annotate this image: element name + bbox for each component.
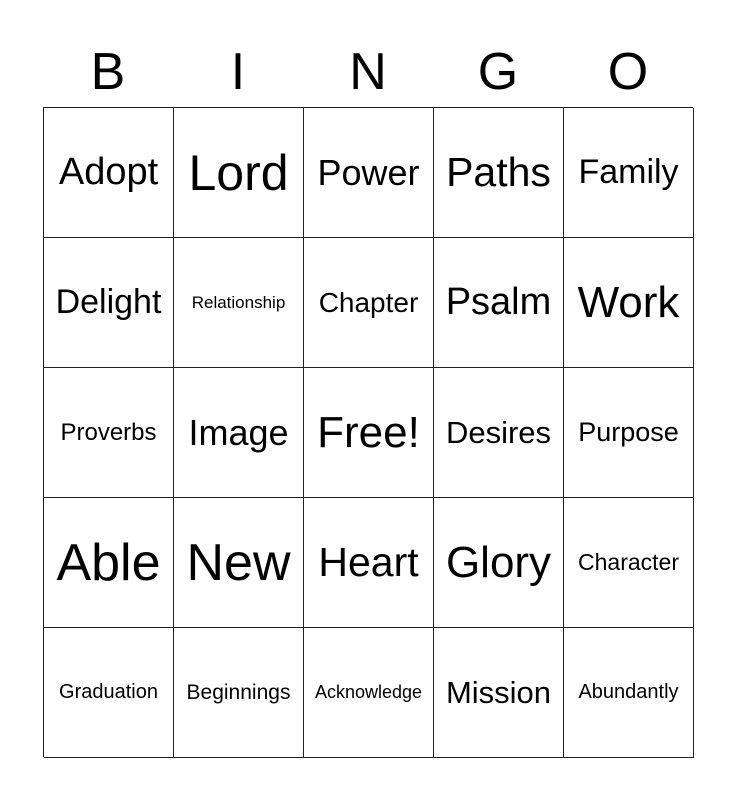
header-letter-i: I — [230, 43, 246, 101]
bingo-cell[interactable]: Power — [304, 108, 434, 238]
bingo-cell[interactable]: Able — [44, 498, 174, 628]
bingo-cell[interactable]: Psalm — [434, 238, 564, 368]
bingo-cell[interactable]: Image — [174, 368, 304, 498]
free-space[interactable]: Free! — [304, 368, 434, 498]
bingo-cell[interactable]: Relationship — [174, 238, 304, 368]
bingo-cell[interactable]: Work — [564, 238, 694, 368]
header-letter-b: B — [90, 43, 126, 101]
bingo-header — [43, 40, 693, 104]
bingo-cell[interactable]: New — [174, 498, 304, 628]
bingo-cell[interactable]: Mission — [434, 628, 564, 758]
bingo-cell[interactable]: Abundantly — [564, 628, 694, 758]
bingo-cell[interactable]: Purpose — [564, 368, 694, 498]
bingo-cell[interactable]: Glory — [434, 498, 564, 628]
bingo-cell[interactable]: Paths — [434, 108, 564, 238]
bingo-cell[interactable]: Chapter — [304, 238, 434, 368]
header-letter-g: G — [477, 43, 519, 101]
header-letter-o: O — [607, 43, 649, 101]
bingo-cell[interactable]: Proverbs — [44, 368, 174, 498]
bingo-cell[interactable]: Beginnings — [174, 628, 304, 758]
bingo-cell[interactable]: Acknowledge — [304, 628, 434, 758]
bingo-board — [43, 107, 693, 757]
bingo-cell[interactable]: Delight — [44, 238, 174, 368]
bingo-cell[interactable]: Desires — [434, 368, 564, 498]
bingo-cell[interactable]: Heart — [304, 498, 434, 628]
header-letter-n: N — [349, 43, 387, 101]
bingo-cell[interactable]: Character — [564, 498, 694, 628]
bingo-cell[interactable]: Lord — [174, 108, 304, 238]
bingo-cell[interactable]: Graduation — [44, 628, 174, 758]
bingo-cell[interactable]: Adopt — [44, 108, 174, 238]
bingo-cell[interactable]: Family — [564, 108, 694, 238]
